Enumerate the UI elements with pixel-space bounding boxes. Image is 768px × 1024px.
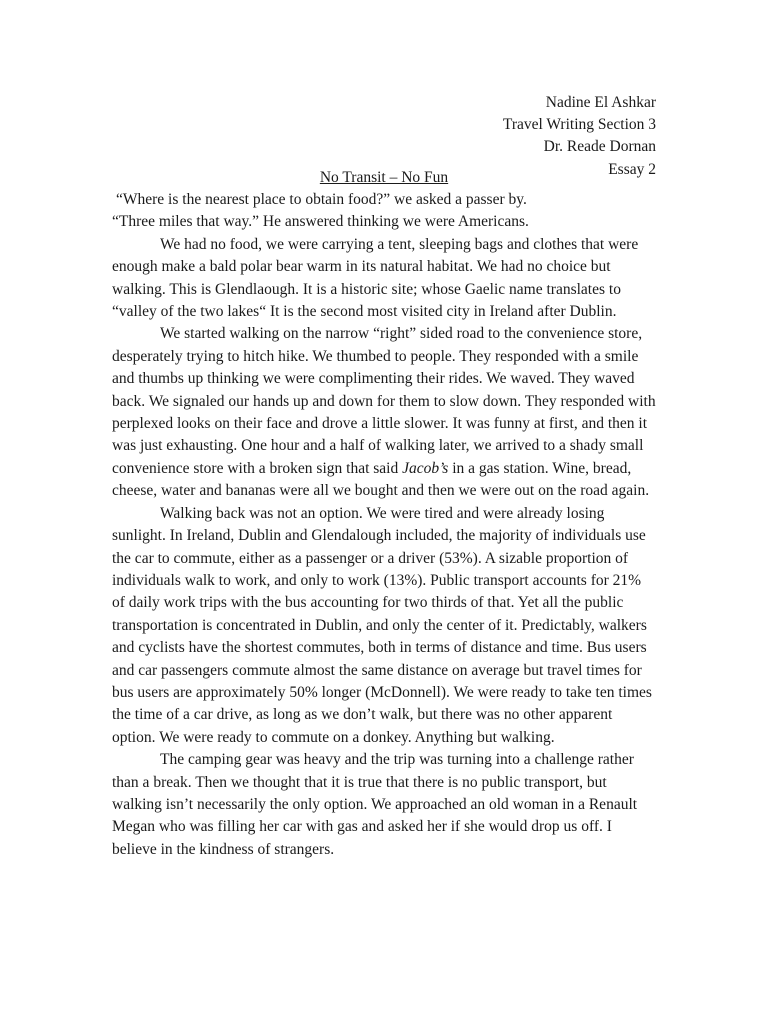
course-name: Travel Writing Section 3 <box>502 116 656 134</box>
paragraph-3: Walking back was not an option. We were tired and were already losing sunlight. In Ireland, Dublin and Glendalough included, the majority of individuals use the car to commute, either as a passenger or a driver (53%). A sizable proportion of individuals walk to work, and only to work (13%). Public transport accounts for 21% of daily work trips with the bus accounting for two thirds of that. Yet all the public transportation is concentrated in Dublin, and only the center of it. Predictably, walkers and cyclists have the shortest commutes, both in terms of distance and time. Bus users and car passengers commute almost the same distance on average but travel times for bus users are approximately 50% longer (McDonnell). We were ready to take ten times the time of a car drive, as long as we don’t walk, but there was no other apparent option. We were ready to commute on a donkey. Anything but walking. <box>112 504 652 746</box>
store-name: Jacob’s <box>402 459 449 477</box>
essay-body <box>112 189 657 861</box>
author-name: Nadine El Ashkar <box>545 94 656 111</box>
assignment-name: Essay 2 <box>608 160 656 178</box>
paragraph-2-text-a: We started walking on the narrow “right” sided road to the convenience store, desperately trying to hitch hike. We thumbed to people. They responded with a smile and thumbs up thinking we were complimenting their rides. We waved. They waved back. We signaled our hands up and down for them to slow down. They responded with perplexed looks on their face and drove a little slower. It was funny at first, and then it was just exhausting. One hour and a half of walking later, we arrived to a shady small convenience store with a broken sign that said <box>112 325 656 477</box>
paragraph-4: The camping gear was heavy and the trip was turning into a challenge rather than a break. Then we thought that it is true that there is no public transport, but walking isn’t necessarily the only option. We approached an old woman in a Renault Megan who was filling her car with gas and asked her if she would drop us off. I believe in the kindness of strangers. <box>112 751 638 858</box>
paragraph-2-text-b: in a gas station. Wine, bread, cheese, water and bananas were all we bought and then we were out on the road again. <box>112 459 650 500</box>
dialogue-line-1: “Where is the nearest place to obtain food?” we asked a passer by. <box>116 191 527 208</box>
dialogue-line-2: “Three miles that way.” He answered thinking we were Americans. <box>112 213 529 231</box>
essay-title-line <box>0 167 768 189</box>
instructor-name: Dr. Reade Dornan <box>543 138 656 156</box>
paragraph-2 <box>112 323 657 502</box>
paragraph-1: We had no food, we were carrying a tent, sleeping bags and clothes that were enough make a bald polar bear warm in its natural habitat. We had no choice but walking. This is Glendlaough. It is a historic site; whose Gaelic name translates to “valley of the two lakes“ It is the second most visited city in Ireland after Dublin. <box>112 235 639 321</box>
essay-title: No Transit – No Fun <box>319 169 449 186</box>
